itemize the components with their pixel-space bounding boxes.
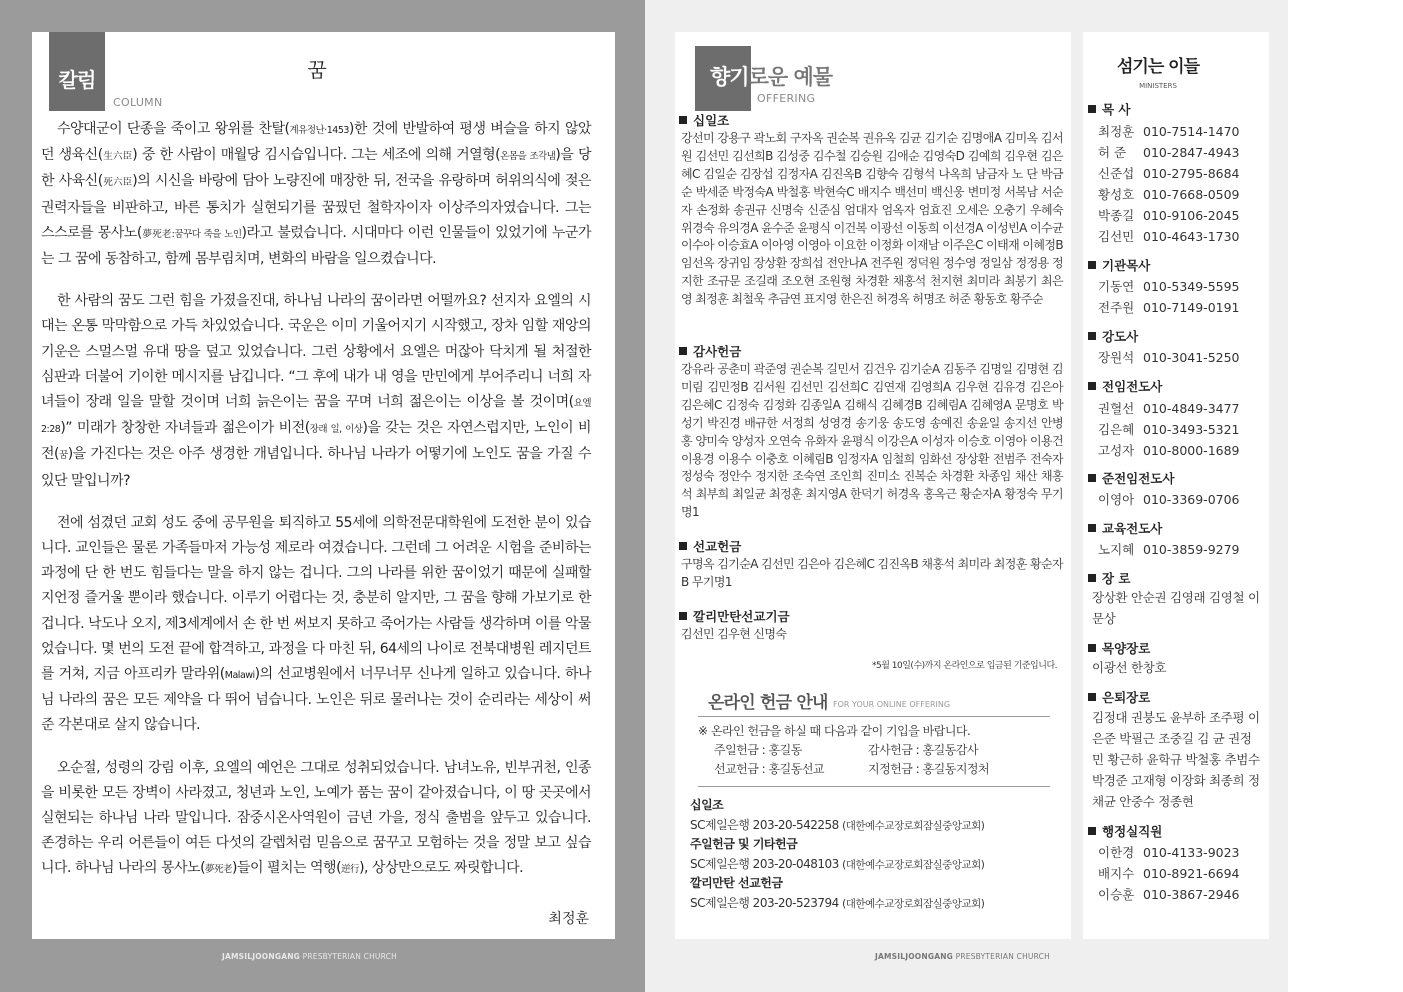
minister-row: 권혈선 010-4849-3477 [1098, 401, 1240, 416]
mission-heading: 선교헌금 [693, 539, 742, 554]
offering-note: *5월 10일(수)까지 온라인으로 입금된 기준입니다. [872, 661, 1057, 671]
column-paragraph-2: 한 사람의 꿈도 그런 힘을 가졌을진대, 하나님 나라의 꿈이라면 어떨까요? 선지자 요엘의 시대는 온통 막막함으로 가득 차있었습니다. 국운은 이미 기울어지기 시작했고, 장차 임할 재앙의 기운은 스멀스멀 유대 땅을 덮고 있었습니다. 그런 상황에서 요엘은 머잖아 닥치게 될 처절한 심판과 더불어 기이한 메시지를 남깁니다. “그 후에 내가 내 영을 만민에게 부어주리니 너희 자녀들이 장래 일을 말할 것이며 너희 늙은이는 꿈을 꾸며 너희 젊은이는 이상을 볼 것이며(요엘 2:28)” 미래가 창창한 자녀들과 젊은이가 비전(장래 일, 이상)을 갖는 것은 자연스럽지만, 노인이 비전(꿈)을 가진다는 것은 아주 생경한 개념입니다. 하나님 나라가 어떻기에 노인도 꿈을 가질 수 있단 말입니까? [41, 293, 592, 489]
minister-row: 전주원 010-7149-0191 [1098, 300, 1240, 315]
square-bullet-icon [679, 612, 687, 620]
square-bullet-icon [1088, 474, 1096, 482]
column-paragraph-3: 전에 섬겼던 교회 성도 중에 공무원을 퇴직하고 55세에 의학전문대학원에 도전한 분이 있습니다. 교인들은 물론 가족들마저 가능성 제로라 여겼습니다. 그런데 그 어려운 시험을 준비하는 과정에 단 한 번도 힘들다는 말을 하지 않는 겁니다. 그의 나라를 위한 꿈이었기 때문에 실패할지언정 즐거울 뿐이라 했습니다. 이루기 어렵다는 것, 충분히 알지만, 그 꿈을 향해 가보기로 한 겁니다. 낙도나 오지, 제3세계에서 손 한 번 써보지 못하고 죽어가는 사람들 생각하며 이를 악물었습니다. 몇 번의 도전 끝에 합격하고, 과정을 다 마친 뒤, 64세의 나이로 전북대병원 레지던트를 거쳐, 지금 아프리카 말라위(Malawi)의 선교병원에서 너무너무 신나게 일하고 있습니다. 하나님 나라의 꿈은 모든 제약을 다 뛰어 넘습니다. 노인은 뒤로 물러나는 것이 순리라는 세상이 써준 각본대로 살지 않습니다. [41, 514, 591, 734]
staff-heading: 행정실직원 [1088, 822, 1162, 840]
square-bullet-icon [1088, 382, 1096, 390]
online-offering-guide [698, 722, 1050, 779]
footer-right: JAMSILJOONGANG PRESBYTERIAN CHURCH [875, 952, 1050, 961]
column-title: 꿈 [307, 58, 327, 82]
ministers-title-english: MINISTERS [1139, 82, 1177, 90]
elders-list: 장상환 안순권 김영래 김영철 이문상 [1092, 590, 1260, 626]
mission-names: 구명옥 김기순A 김선민 김은아 김은혜C 김진옥B 채홍석 최미라 최정훈 황순자B 무기명1 [681, 557, 1063, 589]
kalimantan-heading: 깔리만탄선교기금 [693, 609, 790, 624]
square-bullet-icon [1088, 261, 1096, 269]
minister-row: 허 준 010-2847-4943 [1098, 145, 1240, 160]
minister-row: 최정훈 010-7514-1470 [1098, 124, 1240, 139]
minister-row: 신준섭 010-2795-8684 [1098, 166, 1240, 181]
column-tab-label: 칼럼 [58, 68, 96, 92]
kalimantan-section [679, 608, 1063, 644]
ministers-panel [1083, 32, 1269, 939]
minister-row: 장원석 010-3041-5250 [1098, 350, 1240, 365]
column-paragraph-1: 수양대군이 단종을 죽이고 왕위를 찬탈(계유정난·1453)한 것에 반발하여 평생 벼슬을 하지 않았던 생육신(生六臣) 중 한 사람이 매월당 김시습입니다. 그는 세조에 의해 거열형(온몸을 조각냄)을 당한 사육신(死六臣)의 시신을 바랑에 담아 노량진에 매장한 뒤, 전국을 유랑하며 허위의식에 젖은 권력자들을 비판하고, 바른 통치가 실현되기를 꿈꿨던 철학자이자 이상주의자였습니다. 그는 스스로를 몽사노(夢死老:꿈꾸다 죽을 노인)라고 불렀습니다. 시대마다 이런 인물들이 있었기에 누군가는 그 꿈에 동참하고, 함께 몸부림치며, 변화의 바람을 일으켰습니다. [41, 121, 592, 268]
minister-row: 기동연 010-5349-5595 [1098, 279, 1240, 294]
column-tab [49, 32, 105, 111]
square-bullet-icon [1088, 693, 1096, 701]
minister-row: 김은혜 010-3493-5321 [1098, 422, 1240, 437]
retired-elders-heading: 은퇴장로 [1088, 688, 1150, 706]
pastoral-elders-heading: 목양장로 [1088, 639, 1150, 657]
minister-row: 황성호 010-7668-0509 [1098, 187, 1240, 202]
ministers-title: 섬기는 이들 [1116, 57, 1200, 77]
account-tithe: 십일조 SC제일은행 203-20-542258 (대한예수교장로회잠실중앙교회) [690, 798, 985, 832]
square-bullet-icon [679, 347, 687, 355]
online-example-row: 주일헌금 : 홍길동 감사헌금 : 홍길동감사 [714, 743, 979, 757]
column-tab-english: COLUMN [113, 96, 163, 109]
retired-elders-list: 김정대 권붕도 윤부하 조주평 이은준 박필근 조중길 김 균 권정민 황근하 윤학규 박철홍 추범수 박경준 고재형 이장화 최종희 정채균 안중수 정종현 [1092, 710, 1260, 809]
lecturer-heading: 강도사 [1088, 327, 1138, 345]
tithe-section [679, 112, 1063, 309]
minister-row: 박종길 010-9106-2045 [1098, 208, 1240, 223]
page-margin [1288, 0, 1403, 992]
semi-evangelist-heading: 준전임전도사 [1088, 469, 1174, 487]
offering-tab-english: OFFERING [757, 92, 816, 105]
minister-row: 노지혜 010-3859-9279 [1098, 542, 1240, 557]
evangelist-heading: 전임전도사 [1088, 377, 1162, 395]
tithe-heading: 십일조 [693, 113, 730, 128]
account-sunday: 주일헌금 및 기타헌금 SC제일은행 203-20-048103 (대한예수교장로회잠실중앙교회) [690, 837, 985, 871]
thanks-section [679, 343, 1063, 522]
edu-evangelist-heading: 교육전도사 [1088, 519, 1162, 537]
divider [698, 786, 1050, 787]
online-example-row: 선교헌금 : 홍길동선교 지정헌금 : 홍길동지정처 [714, 762, 990, 776]
square-bullet-icon [679, 116, 687, 124]
account-kalimantan: 깔리만탄 선교헌금 SC제일은행 203-20-523794 (대한예수교장로회잠실중앙교회) [690, 876, 985, 910]
square-bullet-icon [1088, 574, 1096, 582]
online-offering-title: 온라인 헌금 안내 [708, 693, 828, 713]
kalimantan-names: 김선민 김우현 신명숙 [681, 627, 787, 641]
square-bullet-icon [1088, 524, 1096, 532]
online-offering-intro: ※ 온라인 헌금을 하실 때 다음과 같이 기입을 바랍니다. [698, 724, 971, 738]
offering-panel [675, 32, 1071, 939]
elders-heading: 장 로 [1088, 569, 1131, 587]
minister-row: 김선민 010-4643-1730 [1098, 229, 1240, 244]
tithe-names: 강선미 강용구 곽노회 구자옥 권순복 권유옥 김균 김기순 김명애A 김미옥 김서원 김선민 김선희B 김성중 김수철 김승원 김애순 김영숙D 김예희 김우현 김은혜C 김일순 김장섭 김정자A 김진옥B 김향숙 김형석 나옥희 남금자 노 단 박금순 박세준 박정숙A 박철홍 박현숙C 배지수 백선미 백신웅 변미정 서복남 서순자 손정화 송권규 신명숙 신준심 엄대자 엄옥자 엄효진 오세은 오충기 우혜숙 위경숙 유의경A 윤수준 윤평식 이건복 이광선 이동희 이선경A 이성빈A 이수균 이수아 이승효A 이아영 이영아 이요한 이정화 이재남 이주은C 이태재 이혜정B 임선옥 장귀임 장상환 장희섭 전안나A 전주원 정덕원 정수영 정일삼 정정용 정지한 조규문 조길래 조오현 조원형 차경환 채홍석 천지현 최미라 최봉기 최은영 최정훈 최철욱 추금연 표지영 한은진 허경옥 허명조 허준 황동호 황주순 [681, 131, 1063, 307]
offering-title: 향기로운 예물 [710, 65, 833, 89]
square-bullet-icon [1088, 827, 1096, 835]
staff-row: 이한경 010-4133-9023 [1098, 845, 1240, 860]
footer-left: JAMSILJOONGANG PRESBYTERIAN CHURCH [222, 952, 397, 961]
square-bullet-icon [1088, 644, 1096, 652]
divider [698, 716, 1050, 717]
square-bullet-icon [1088, 105, 1096, 113]
inst-heading: 기관목사 [1088, 256, 1150, 274]
thanks-heading: 감사헌금 [693, 344, 742, 359]
minister-row: 이영아 010-3369-0706 [1098, 492, 1240, 507]
mission-section [679, 538, 1063, 592]
column-author: 최정훈 [548, 911, 589, 927]
online-offering-title-english: FOR YOUR ONLINE OFFERING [833, 700, 951, 709]
square-bullet-icon [679, 542, 687, 550]
pastors-heading: 목 사 [1088, 100, 1131, 118]
staff-row: 이승훈 010-3867-2946 [1098, 887, 1240, 902]
column-body [41, 117, 591, 900]
pastoral-elders-list: 이광선 한창호 [1092, 660, 1167, 675]
staff-row: 배지수 010-8921-6694 [1098, 866, 1240, 881]
thanks-names: 강유라 공춘미 곽준영 권순복 길민서 김건우 김기순A 김동주 김명일 김명현 김미림 김민정B 김서원 김선민 김선희C 김연재 김영희A 김우현 김유경 김은아 김은혜C 김정숙 김정화 김종일A 김해식 김혜경B 김혜림A 김혜영A 문명호 박성기 박진경 배규한 서정희 성영경 송기웅 송도영 송예진 송윤일 송지선 안병홍 양미숙 양성자 오연숙 유화자 윤평식 이강은A 이성자 이승호 이영아 이용건 이용경 이용수 이충호 이혜림B 임정자A 임철희 임화선 장상환 전범주 전숙자 정성숙 정안수 정지한 조숙연 조인희 진미소 진복순 차경환 차종임 채산 채홍석 최부희 최일균 최정훈 최지영A 한덕기 허경옥 홍옥근 황순자A 황정숙 무기명1 [681, 362, 1063, 520]
column-paragraph-4: 오순절, 성령의 강림 이후, 요엘의 예언은 그대로 성취되었습니다. 남녀노유, 빈부귀천, 인종을 비롯한 모든 장벽이 사라졌고, 청년과 노인, 노예가 품는 꿈이 같아졌습니다, 이 땅 곳곳에서 실현되는 하나님 나라 말입니다. 잠중시온사역원이 금년 가을, 정식 출범을 앞두고 있습니다. 존경하는 우리 어른들이 여든 다섯의 갈렙처럼 믿음으로 꿈꾸고 모험하는 것을 정말 보고 싶습니다. 하나님 나라의 몽사노(夢死老)들이 펼치는 역행(逆行), 상상만으로도 짜릿합니다. [41, 759, 591, 877]
column-panel [32, 32, 615, 939]
square-bullet-icon [1088, 332, 1096, 340]
minister-row: 고성자 010-8000-1689 [1098, 443, 1240, 458]
